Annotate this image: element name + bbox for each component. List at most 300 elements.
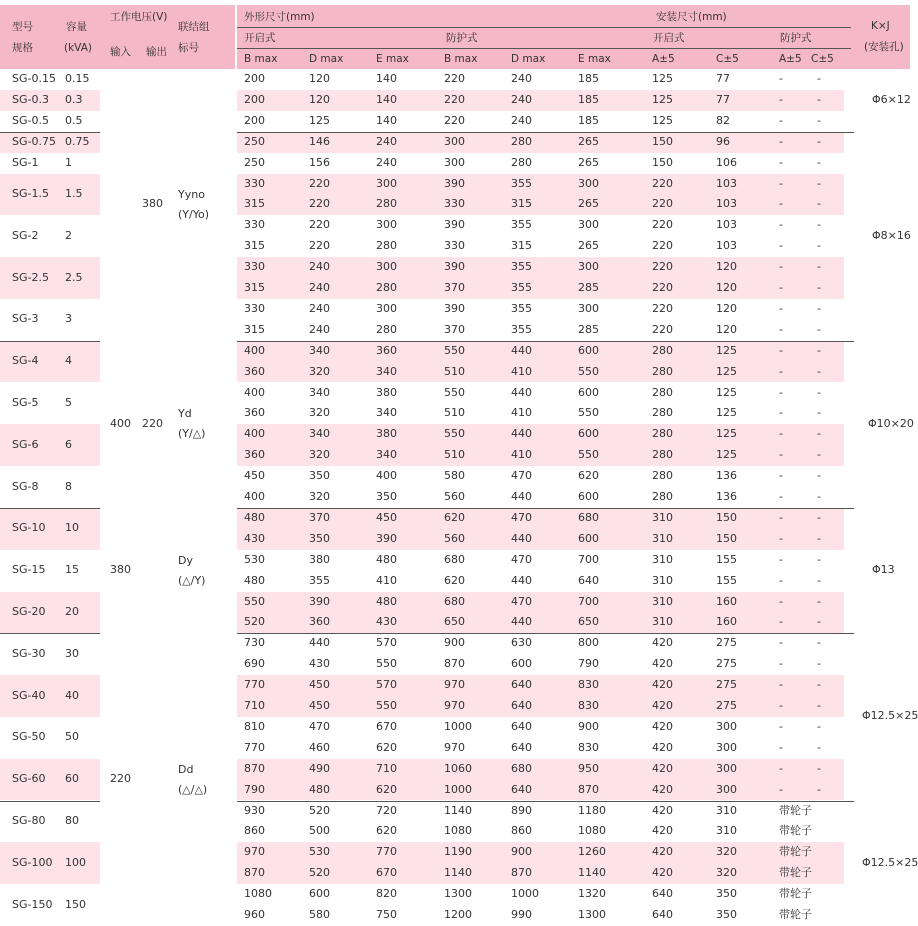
data-cell: 275 xyxy=(716,636,737,650)
data-cell: - xyxy=(779,343,783,357)
data-cell: 440 xyxy=(309,636,330,650)
data-cell: - xyxy=(779,322,783,336)
data-cell: 103 xyxy=(716,197,737,211)
data-cell: 410 xyxy=(511,364,532,378)
header-install-protect: 防护式 xyxy=(780,32,812,44)
data-cell: 125 xyxy=(716,364,737,378)
data-cell: 355 xyxy=(511,176,532,190)
header-col-a2: A±5 xyxy=(779,53,802,65)
data-cell: - xyxy=(779,719,783,733)
header-rule-1 xyxy=(237,27,851,28)
data-cell: 420 xyxy=(652,782,673,796)
data-cell: 120 xyxy=(309,72,330,85)
data-cell: 700 xyxy=(578,594,599,608)
data-cell: 220 xyxy=(309,176,330,190)
data-cell: 580 xyxy=(444,469,465,483)
data-cell: 140 xyxy=(376,92,397,106)
group-rule xyxy=(0,341,100,342)
data-cell: 310 xyxy=(652,510,673,524)
data-cell: - xyxy=(779,448,783,462)
data-cell: - xyxy=(779,92,783,106)
data-cell: 220 xyxy=(652,260,673,274)
data-cell: 带轮子 xyxy=(779,845,812,859)
data-cell: 103 xyxy=(716,218,737,232)
data-cell: 310 xyxy=(652,552,673,566)
data-cell: 790 xyxy=(578,657,599,671)
data-cell: 1080 xyxy=(578,824,606,838)
data-cell: 420 xyxy=(652,657,673,671)
data-cell: 420 xyxy=(652,761,673,775)
data-cell: 640 xyxy=(578,573,599,587)
model-cell: SG-10 xyxy=(12,521,46,535)
data-cell: - xyxy=(817,782,821,796)
data-cell: 355 xyxy=(511,281,532,294)
data-cell: 770 xyxy=(376,845,397,859)
data-cell: - xyxy=(817,678,821,692)
connection-l2: (△/Y) xyxy=(178,573,206,587)
data-cell: 360 xyxy=(244,406,265,420)
data-cell: 310 xyxy=(652,531,673,545)
data-cell: 300 xyxy=(716,719,737,733)
voltage-output-cell: 380 xyxy=(142,197,163,211)
data-cell: - xyxy=(779,364,783,378)
data-cell: 700 xyxy=(578,552,599,566)
data-cell: 440 xyxy=(511,531,532,545)
model-cell: SG-3 xyxy=(12,312,39,326)
data-cell: 550 xyxy=(444,385,465,399)
header-col-c1: C±5 xyxy=(716,53,739,65)
data-cell: 240 xyxy=(309,260,330,274)
data-cell: - xyxy=(779,155,783,169)
data-cell: 285 xyxy=(578,281,599,294)
data-cell: 300 xyxy=(716,740,737,754)
model-cell: SG-2.5 xyxy=(12,270,49,284)
data-cell: - xyxy=(817,740,821,754)
data-cell: 330 xyxy=(444,197,465,211)
data-cell: 300 xyxy=(716,782,737,796)
data-cell: 1300 xyxy=(578,908,606,921)
data-cell: 450 xyxy=(376,510,397,524)
data-cell: - xyxy=(779,406,783,420)
data-cell: 320 xyxy=(309,490,330,503)
data-cell: 带轮子 xyxy=(779,824,812,838)
capacity-cell: 0.75 xyxy=(65,134,90,148)
data-cell: - xyxy=(779,301,783,315)
data-cell: 440 xyxy=(511,490,532,503)
header-protect-type: 防护式 xyxy=(446,32,478,44)
data-cell: 300 xyxy=(578,176,599,190)
data-cell: 600 xyxy=(578,343,599,357)
data-cell: 265 xyxy=(578,197,599,211)
data-cell: 275 xyxy=(716,678,737,692)
header-rule-2 xyxy=(237,48,851,49)
capacity-cell: 5 xyxy=(65,395,72,409)
data-cell: 440 xyxy=(511,343,532,357)
data-cell: 790 xyxy=(244,782,265,796)
data-cell: - xyxy=(817,510,821,524)
data-cell: - xyxy=(817,385,821,399)
data-cell: - xyxy=(817,594,821,608)
data-cell: - xyxy=(779,385,783,399)
header-model-l1: 型号 xyxy=(12,21,33,33)
data-cell: - xyxy=(817,364,821,378)
data-cell: 140 xyxy=(376,113,397,127)
data-cell: 146 xyxy=(309,134,330,148)
data-cell: 120 xyxy=(716,281,737,294)
data-cell: 220 xyxy=(309,218,330,232)
data-cell: 带轮子 xyxy=(779,908,812,921)
model-cell: SG-0.75 xyxy=(12,134,56,148)
capacity-cell: 15 xyxy=(65,563,79,577)
data-cell: 510 xyxy=(444,406,465,420)
data-cell: 240 xyxy=(309,322,330,336)
data-cell: 315 xyxy=(511,239,532,253)
model-cell: SG-4 xyxy=(12,354,39,368)
data-cell: 320 xyxy=(309,448,330,462)
data-cell: 310 xyxy=(652,573,673,587)
data-cell: 470 xyxy=(511,469,532,483)
data-cell: 710 xyxy=(244,699,265,712)
data-cell: 1140 xyxy=(578,866,606,880)
data-cell: - xyxy=(779,218,783,232)
header-connection-l2: 标号 xyxy=(178,42,199,54)
data-cell: 750 xyxy=(376,908,397,921)
data-cell: 220 xyxy=(444,92,465,106)
data-cell: 440 xyxy=(511,573,532,587)
data-cell: - xyxy=(817,176,821,190)
data-cell: 220 xyxy=(444,113,465,127)
data-cell: 220 xyxy=(309,239,330,253)
data-cell: 380 xyxy=(309,552,330,566)
data-cell: 1000 xyxy=(444,719,472,733)
data-cell: 1260 xyxy=(578,845,606,859)
data-cell: 125 xyxy=(309,113,330,127)
data-cell: 240 xyxy=(309,281,330,294)
data-cell: 970 xyxy=(444,740,465,754)
data-cell: 355 xyxy=(511,260,532,274)
kj-cell: Φ12.5×25 xyxy=(862,709,918,723)
model-cell: SG-100 xyxy=(12,855,53,869)
data-cell: 390 xyxy=(376,531,397,545)
data-cell: 280 xyxy=(652,406,673,420)
data-cell: 185 xyxy=(578,72,599,85)
data-cell: - xyxy=(817,719,821,733)
capacity-cell: 10 xyxy=(65,521,79,535)
capacity-cell: 1 xyxy=(65,155,72,169)
data-cell: 520 xyxy=(244,615,265,629)
connection-l1: Dd xyxy=(178,762,194,776)
data-cell: 280 xyxy=(652,343,673,357)
data-cell: 1060 xyxy=(444,761,472,775)
model-cell: SG-15 xyxy=(12,563,46,577)
data-cell: - xyxy=(817,552,821,566)
data-cell: 620 xyxy=(578,469,599,483)
data-cell: 970 xyxy=(244,845,265,859)
data-cell: 640 xyxy=(652,887,673,901)
data-cell: 360 xyxy=(376,343,397,357)
data-cell: 340 xyxy=(309,343,330,357)
model-cell: SG-50 xyxy=(12,730,46,744)
group-rule xyxy=(0,801,100,802)
data-cell: 640 xyxy=(511,740,532,754)
data-cell: 530 xyxy=(244,552,265,566)
data-cell: 285 xyxy=(578,322,599,336)
data-cell: 480 xyxy=(376,552,397,566)
kj-cell: Φ6×12 xyxy=(872,92,911,106)
data-cell: 870 xyxy=(578,782,599,796)
data-cell: 360 xyxy=(244,448,265,462)
data-cell: 315 xyxy=(511,197,532,211)
data-cell: 330 xyxy=(444,239,465,253)
data-cell: - xyxy=(817,343,821,357)
data-cell: 690 xyxy=(244,657,265,671)
data-cell: 106 xyxy=(716,155,737,169)
data-cell: 265 xyxy=(578,134,599,148)
data-cell: 300 xyxy=(376,260,397,274)
data-cell: 300 xyxy=(444,134,465,148)
data-cell: - xyxy=(817,72,821,85)
model-cell: SG-2 xyxy=(12,228,39,242)
data-cell: 103 xyxy=(716,176,737,190)
data-cell: 650 xyxy=(444,615,465,629)
data-cell: - xyxy=(779,594,783,608)
data-cell: 220 xyxy=(652,218,673,232)
data-cell: 550 xyxy=(578,406,599,420)
data-cell: 155 xyxy=(716,573,737,587)
data-cell: 1080 xyxy=(444,824,472,838)
model-cell: SG-150 xyxy=(12,897,53,911)
data-cell: 150 xyxy=(652,134,673,148)
header-col-e1: E max xyxy=(376,53,409,65)
group-rule xyxy=(0,508,100,509)
data-cell: 300 xyxy=(444,155,465,169)
capacity-cell: 40 xyxy=(65,688,79,702)
data-cell: 200 xyxy=(244,113,265,127)
data-cell: - xyxy=(817,134,821,148)
data-cell: 520 xyxy=(309,866,330,880)
data-cell: 450 xyxy=(309,678,330,692)
data-cell: 600 xyxy=(511,657,532,671)
connection-l2: (Y/△) xyxy=(178,427,206,441)
model-cell: SG-0.3 xyxy=(12,92,49,106)
data-cell: 320 xyxy=(309,406,330,420)
data-cell: 315 xyxy=(244,281,265,294)
data-cell: 355 xyxy=(309,573,330,587)
data-cell: 310 xyxy=(652,594,673,608)
header-connection-l1: 联结组 xyxy=(178,21,210,33)
data-cell: 220 xyxy=(309,197,330,211)
data-cell: 530 xyxy=(309,845,330,859)
data-cell: 350 xyxy=(376,490,397,503)
data-cell: 265 xyxy=(578,155,599,169)
data-cell: 330 xyxy=(244,260,265,274)
header-col-c2: C±5 xyxy=(811,53,834,65)
data-cell: - xyxy=(817,469,821,483)
data-cell: 970 xyxy=(444,699,465,712)
data-cell: - xyxy=(779,72,783,85)
data-cell: - xyxy=(817,531,821,545)
data-cell: 870 xyxy=(244,761,265,775)
data-cell: 420 xyxy=(652,740,673,754)
data-cell: 490 xyxy=(309,761,330,775)
data-cell: 900 xyxy=(444,636,465,650)
data-cell: 380 xyxy=(376,385,397,399)
data-cell: 420 xyxy=(652,678,673,692)
data-cell: 680 xyxy=(511,761,532,775)
data-cell: - xyxy=(779,281,783,294)
data-cell: - xyxy=(817,761,821,775)
data-cell: - xyxy=(817,573,821,587)
capacity-cell: 4 xyxy=(65,354,72,368)
data-cell: 250 xyxy=(244,134,265,148)
data-cell: - xyxy=(817,427,821,441)
data-cell: 570 xyxy=(376,678,397,692)
group-rule xyxy=(0,633,100,634)
data-cell: 730 xyxy=(244,636,265,650)
data-cell: 390 xyxy=(444,260,465,274)
data-cell: - xyxy=(817,448,821,462)
data-cell: - xyxy=(817,260,821,274)
data-cell: - xyxy=(779,740,783,754)
data-cell: 560 xyxy=(444,490,465,503)
kj-cell: Φ12.5×25 xyxy=(862,855,918,869)
model-cell: SG-0.15 xyxy=(12,72,56,85)
data-cell: 120 xyxy=(309,92,330,106)
data-cell: 420 xyxy=(652,803,673,817)
data-cell: 125 xyxy=(716,427,737,441)
capacity-cell: 0.15 xyxy=(65,72,90,85)
connection-l2: (Y/Yo) xyxy=(178,207,209,221)
data-cell: 620 xyxy=(444,573,465,587)
data-cell: - xyxy=(817,636,821,650)
data-cell: 770 xyxy=(244,678,265,692)
data-cell: 300 xyxy=(578,218,599,232)
data-cell: 310 xyxy=(652,615,673,629)
data-cell: 420 xyxy=(652,719,673,733)
data-cell: 470 xyxy=(511,552,532,566)
voltage-input-cell: 220 xyxy=(110,772,131,786)
data-cell: 950 xyxy=(578,761,599,775)
data-cell: 410 xyxy=(511,406,532,420)
data-cell: 280 xyxy=(376,281,397,294)
header-col-e2: E max xyxy=(578,53,611,65)
data-cell: 带轮子 xyxy=(779,887,812,901)
data-cell: 600 xyxy=(309,887,330,901)
header-voltage-input: 输入 xyxy=(110,46,131,58)
connection-l1: Yd xyxy=(178,407,192,421)
data-cell: - xyxy=(817,239,821,253)
data-cell: 220 xyxy=(652,239,673,253)
data-cell: 800 xyxy=(578,636,599,650)
data-cell: 640 xyxy=(511,699,532,712)
data-cell: 600 xyxy=(578,427,599,441)
data-cell: 440 xyxy=(511,427,532,441)
data-cell: 240 xyxy=(511,92,532,106)
data-cell: 330 xyxy=(244,218,265,232)
data-cell: - xyxy=(779,699,783,712)
data-cell: 390 xyxy=(444,176,465,190)
data-cell: - xyxy=(817,301,821,315)
data-cell: 550 xyxy=(578,448,599,462)
data-cell: 680 xyxy=(444,552,465,566)
data-cell: 310 xyxy=(716,824,737,838)
data-cell: 340 xyxy=(376,406,397,420)
data-cell: 960 xyxy=(244,908,265,921)
data-cell: 370 xyxy=(309,510,330,524)
data-cell: 300 xyxy=(376,176,397,190)
header-model-l2: 规格 xyxy=(12,42,33,54)
data-cell: 1300 xyxy=(444,887,472,901)
data-cell: 620 xyxy=(376,824,397,838)
header-kj-l2: (安装孔) xyxy=(864,41,904,53)
data-cell: 650 xyxy=(578,615,599,629)
header-capacity-l1: 容量 xyxy=(66,21,87,33)
capacity-cell: 6 xyxy=(65,437,72,451)
capacity-cell: 0.5 xyxy=(65,113,83,127)
data-cell: 820 xyxy=(376,887,397,901)
data-cell: 870 xyxy=(444,657,465,671)
data-cell: - xyxy=(817,699,821,712)
data-cell: 900 xyxy=(511,845,532,859)
data-cell: 125 xyxy=(716,385,737,399)
data-cell: 580 xyxy=(309,908,330,921)
data-cell: 340 xyxy=(309,385,330,399)
data-cell: 103 xyxy=(716,239,737,253)
data-cell: 710 xyxy=(376,761,397,775)
data-cell: 280 xyxy=(652,469,673,483)
data-cell: 280 xyxy=(652,448,673,462)
data-cell: 355 xyxy=(511,301,532,315)
data-cell: 400 xyxy=(244,490,265,503)
data-cell: 280 xyxy=(511,155,532,169)
data-cell: 280 xyxy=(652,385,673,399)
data-cell: - xyxy=(817,92,821,106)
data-cell: 带轮子 xyxy=(779,866,812,880)
data-cell: 420 xyxy=(652,866,673,880)
data-cell: 240 xyxy=(376,134,397,148)
header-col-a1: A±5 xyxy=(652,53,675,65)
data-cell: 1000 xyxy=(511,887,539,901)
kj-cell: Φ8×16 xyxy=(872,228,911,242)
data-cell: 640 xyxy=(511,678,532,692)
capacity-cell: 8 xyxy=(65,479,72,493)
data-cell: 480 xyxy=(244,510,265,524)
data-cell: 300 xyxy=(376,218,397,232)
data-cell: 420 xyxy=(652,824,673,838)
data-cell: 600 xyxy=(578,490,599,503)
model-cell: SG-6 xyxy=(12,437,39,451)
data-cell: 570 xyxy=(376,636,397,650)
data-cell: 77 xyxy=(716,72,730,85)
data-cell: - xyxy=(817,155,821,169)
data-cell: 250 xyxy=(244,155,265,169)
data-cell: 670 xyxy=(376,866,397,880)
data-cell: 125 xyxy=(652,72,673,85)
data-cell: 330 xyxy=(244,176,265,190)
data-cell: - xyxy=(779,573,783,587)
data-cell: 430 xyxy=(309,657,330,671)
capacity-cell: 100 xyxy=(65,855,86,869)
model-cell: SG-20 xyxy=(12,604,46,618)
capacity-cell: 0.3 xyxy=(65,92,83,106)
data-cell: 120 xyxy=(716,301,737,315)
data-cell: - xyxy=(779,678,783,692)
data-cell: - xyxy=(779,636,783,650)
data-cell: 125 xyxy=(716,406,737,420)
data-cell: 150 xyxy=(652,155,673,169)
data-cell: - xyxy=(779,239,783,253)
data-cell: 300 xyxy=(578,301,599,315)
